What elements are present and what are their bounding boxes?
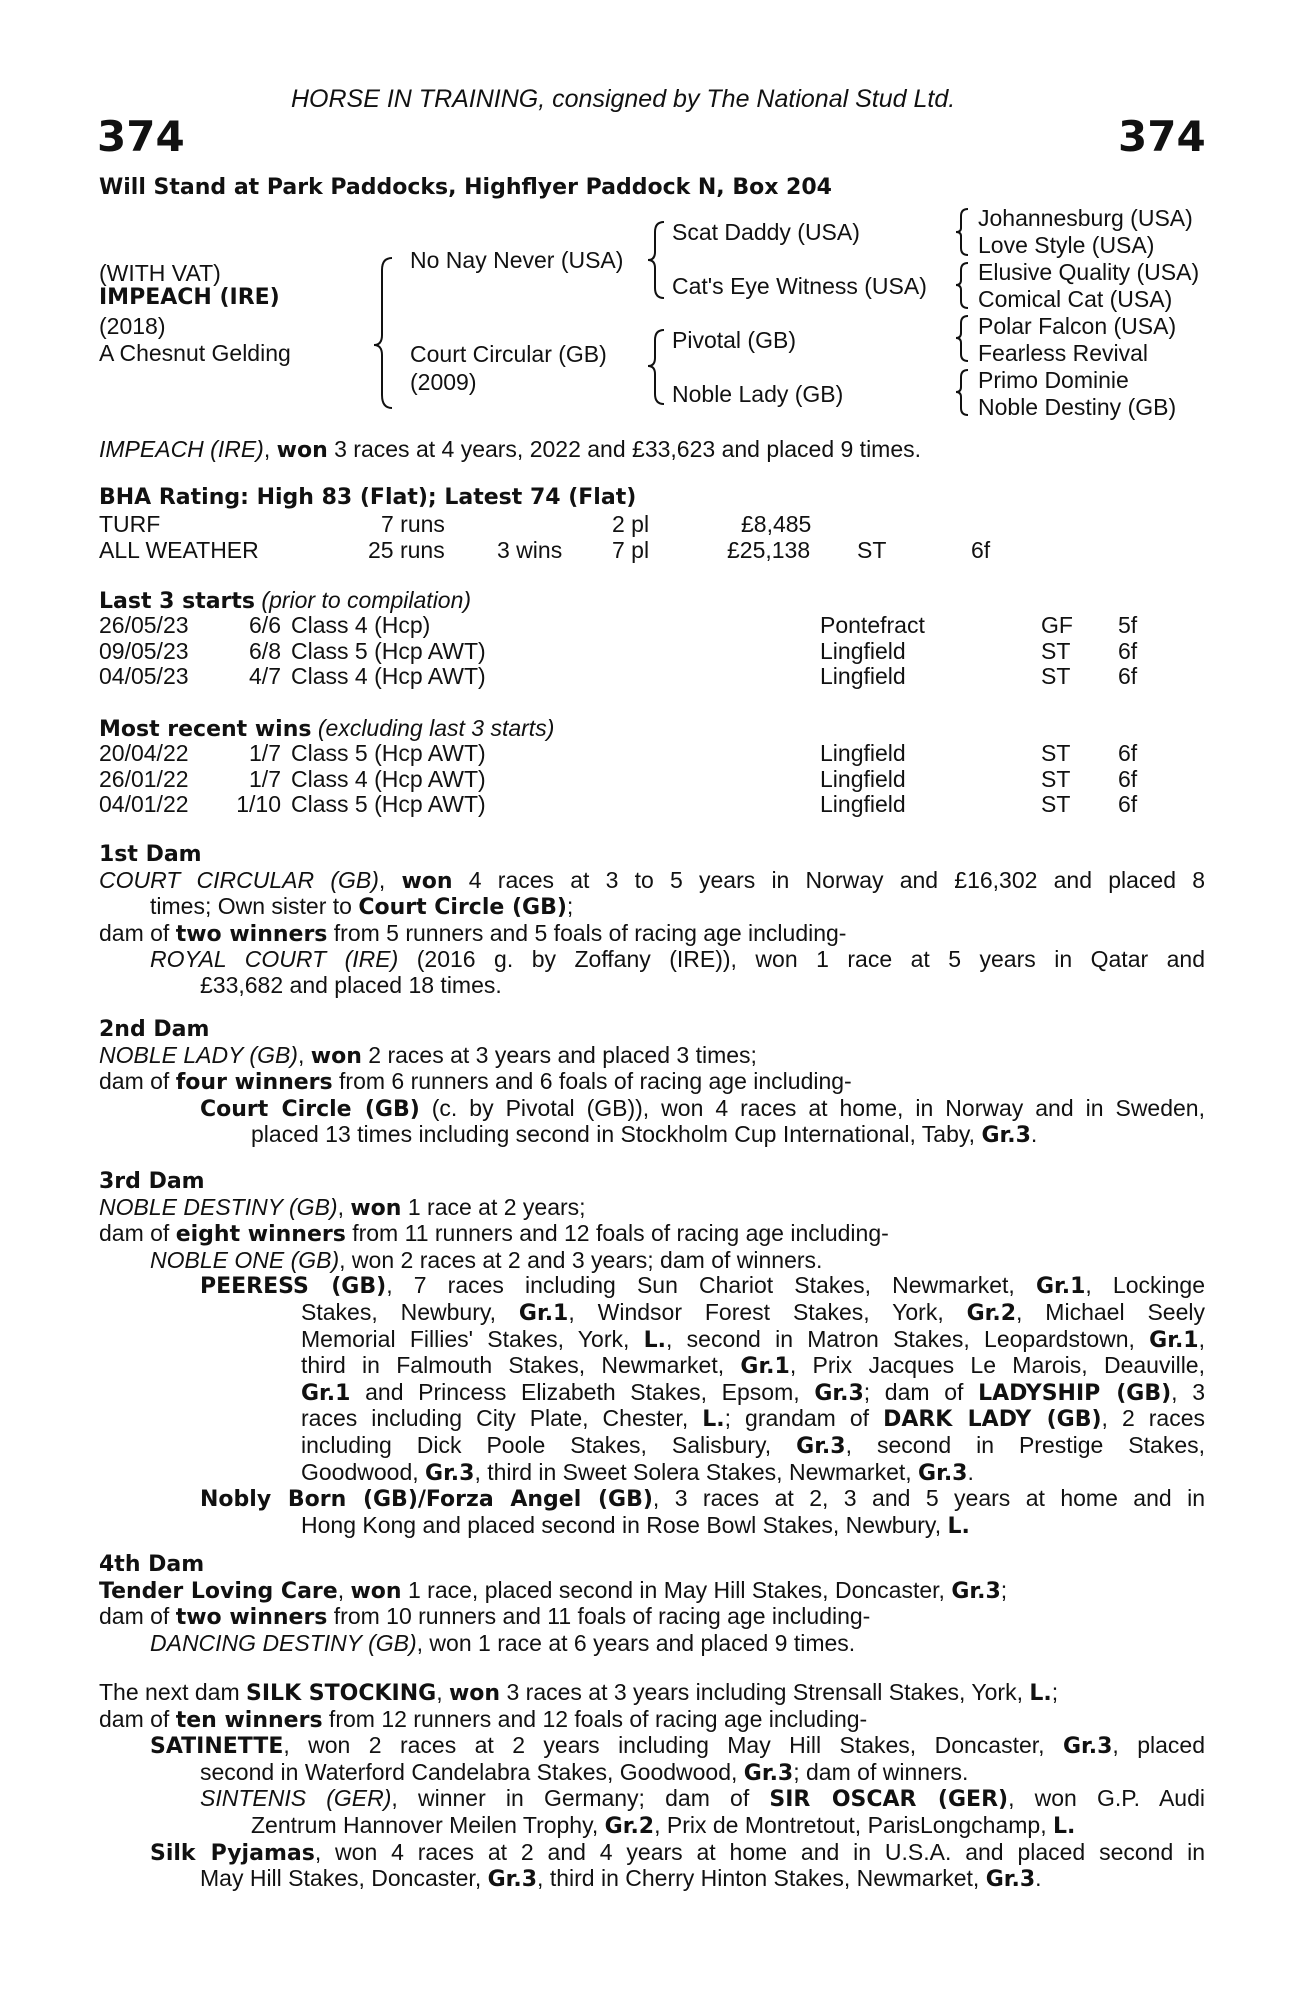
aw-label: ALL WEATHER — [99, 537, 259, 563]
turf-runs: 7 runs — [381, 511, 445, 537]
text-line: including Dick Poole Stakes, Salisbury, Gr.3, second in Prestige Stakes, — [301, 1431, 1205, 1459]
ggs-1: Johannesburg (USA) — [978, 205, 1193, 231]
third-dam-section — [99, 1169, 1205, 1539]
race-distance: 6f — [1118, 765, 1138, 792]
race-date: 20/04/22 — [99, 740, 189, 766]
race-position: 1/10 — [236, 791, 281, 817]
race-date: 09/05/23 — [99, 637, 189, 664]
dam-name: Court Circular (GB) — [410, 341, 607, 367]
race-position: 1/7 — [249, 740, 281, 766]
text-line: times; Own sister to Court Circle (GB); — [150, 893, 574, 921]
race-distance: 6f — [1118, 663, 1138, 689]
text-line: NOBLE DESTINY (GB), won 1 race at 2 years; — [99, 1193, 586, 1221]
text-line: Gr.1 and Princess Elizabeth Stakes, Epsom, Gr.3; dam of LADYSHIP (GB), 3 — [301, 1378, 1206, 1406]
race-course: Pontefract — [820, 612, 925, 638]
text-line: dam of eight winners from 11 runners and 12 foals of racing age including- — [99, 1220, 889, 1248]
race-going: ST — [1041, 765, 1071, 792]
race-date: 04/01/22 — [99, 791, 189, 817]
race-class: Class 4 (Hcp AWT) — [291, 765, 486, 792]
text-line: placed 13 times including second in Stockholm Cup International, Taby, Gr.3. — [251, 1121, 1038, 1149]
text-line: dam of ten winners from 12 runners and 12 foals of racing age including- — [99, 1705, 868, 1733]
race-going: ST — [1041, 663, 1071, 689]
text-line: Stakes, Newbury, Gr.1, Windsor Forest Stakes, York, Gr.2, Michael Seely — [301, 1298, 1205, 1326]
lot-number-left: 374 — [97, 112, 185, 161]
text-line: dam of two winners from 5 runners and 5 foals of racing age including- — [99, 919, 847, 947]
race-course: Lingfield — [820, 637, 906, 664]
aw-going: ST — [857, 537, 887, 563]
text-line: second in Waterford Candelabra Stakes, Goodwood, Gr.3; dam of winners. — [200, 1758, 969, 1786]
turf-placed: 2 pl — [612, 511, 650, 537]
race-class: Class 5 (Hcp AWT) — [291, 740, 486, 766]
recent-wins-heading: Most recent wins (excluding last 3 starts) — [99, 715, 555, 742]
first-dam-section — [99, 842, 1205, 999]
text-line: SINTENIS (GER), winner in Germany; dam of SIR OSCAR (GER), won G.P. Audi — [200, 1785, 1205, 1813]
race-position: 6/6 — [249, 612, 281, 638]
bha-rating: BHA Rating: High 83 (Flat); Latest 74 (Flat) — [99, 485, 637, 510]
text-line: Nobly Born (GB)/Forza Angel (GB), 3 races at 2, 3 and 5 years at home and in — [200, 1485, 1205, 1513]
race-course: Lingfield — [820, 765, 906, 792]
turf-prize: £8,485 — [741, 511, 812, 537]
race-distance: 6f — [1118, 791, 1138, 817]
race-position: 6/8 — [249, 637, 281, 664]
aw-dist: 6f — [971, 537, 991, 563]
race-going: ST — [1041, 791, 1071, 817]
section-heading: 4th Dam — [99, 1552, 205, 1577]
horse-name: IMPEACH (IRE) — [99, 285, 280, 310]
dam-year: (2009) — [410, 369, 477, 395]
turf-label: TURF — [99, 511, 161, 537]
race-distance: 6f — [1118, 637, 1138, 664]
ggs-3: Elusive Quality (USA) — [978, 259, 1200, 285]
text-line: SATINETTE, won 2 races at 2 years including May Hill Stakes, Doncaster, Gr.3, placed — [150, 1732, 1206, 1760]
last-starts-heading: Last 3 starts (prior to compilation) — [99, 587, 472, 614]
section-heading: 2nd Dam — [99, 1017, 210, 1042]
ggs-5: Polar Falcon (USA) — [978, 313, 1177, 339]
text-line: The next dam SILK STOCKING, won 3 races at 3 years including Strensall Stakes, York, L.; — [99, 1679, 1059, 1706]
text-line: £33,682 and placed 18 times. — [200, 971, 502, 998]
next-dam-section — [99, 1680, 1205, 1893]
aw-prize: £25,138 — [727, 537, 811, 563]
aw-wins: 3 wins — [497, 537, 563, 563]
text-line: ROYAL COURT (IRE) (2016 g. by Zoffany (IRE)), won 1 race at 5 years in Qatar and — [150, 946, 1205, 973]
text-line: dam of four winners from 6 runners and 6 foals of racing age including- — [99, 1068, 852, 1096]
race-summary: IMPEACH (IRE), won 3 races at 4 years, 2022 and £33,623 and placed 9 times. — [99, 436, 922, 463]
race-position: 4/7 — [249, 663, 281, 689]
race-class: Class 4 (Hcp) — [291, 612, 431, 638]
race-going: ST — [1041, 740, 1071, 766]
race-distance: 6f — [1118, 740, 1138, 766]
race-date: 04/05/23 — [99, 663, 189, 689]
second-dam-section — [99, 1017, 1205, 1149]
fourth-dam-section — [99, 1552, 1205, 1656]
dam-sire: Pivotal (GB) — [672, 327, 796, 353]
location-line: Will Stand at Park Paddocks, Highflyer Paddock N, Box 204 — [99, 175, 832, 200]
race-course: Lingfield — [820, 663, 906, 689]
text-line: NOBLE LADY (GB), won 2 races at 3 years and placed 3 times; — [99, 1041, 757, 1069]
text-line: Memorial Fillies' Stakes, York, L., second in Matron Stakes, Leopardstown, Gr.1, — [301, 1325, 1205, 1353]
race-class: Class 4 (Hcp AWT) — [291, 663, 486, 689]
ggs-6: Fearless Revival — [978, 340, 1148, 366]
text-line: third in Falmouth Stakes, Newmarket, Gr.1, Prix Jacques Le Marois, Deauville, — [301, 1352, 1205, 1380]
text-line: DANCING DESTINY (GB), won 1 race at 6 years and placed 9 times. — [150, 1629, 856, 1656]
sire-dam: Cat's Eye Witness (USA) — [672, 273, 927, 299]
text-line: Goodwood, Gr.3, third in Sweet Solera Stakes, Newmarket, Gr.3. — [301, 1458, 974, 1486]
ggs-7: Primo Dominie — [978, 367, 1129, 393]
ggs-4: Comical Cat (USA) — [978, 286, 1173, 312]
horse-year: (2018) — [99, 313, 166, 339]
text-line: Tender Loving Care, won 1 race, placed second in May Hill Stakes, Doncaster, Gr.3; — [99, 1576, 1008, 1604]
text-line: Court Circle (GB) (c. by Pivotal (GB)), won 4 races at home, in Norway and in Sweden, — [200, 1094, 1205, 1122]
race-class: Class 5 (Hcp AWT) — [291, 791, 486, 817]
horse-description: A Chesnut Gelding — [99, 340, 291, 366]
text-line: May Hill Stakes, Doncaster, Gr.3, third in Cherry Hinton Stakes, Newmarket, Gr.3. — [200, 1865, 1042, 1893]
dam-dam: Noble Lady (GB) — [672, 381, 844, 407]
text-line: Silk Pyjamas, won 4 races at 2 and 4 years at home and in U.S.A. and placed second in — [150, 1838, 1205, 1866]
sire-sire: Scat Daddy (USA) — [672, 219, 860, 245]
aw-placed: 7 pl — [612, 537, 650, 563]
race-going: ST — [1041, 637, 1071, 664]
race-distance: 5f — [1118, 612, 1138, 638]
text-line: PEERESS (GB), 7 races including Sun Chariot Stakes, Newmarket, Gr.1, Lockinge — [200, 1272, 1205, 1300]
sire-name: No Nay Never (USA) — [410, 247, 624, 273]
lot-number-right: 374 — [1118, 112, 1206, 161]
vat-label: (WITH VAT) — [99, 260, 221, 286]
text-line: NOBLE ONE (GB), won 2 races at 2 and 3 years; dam of winners. — [150, 1246, 823, 1273]
race-course: Lingfield — [820, 740, 906, 766]
aw-runs: 25 runs — [368, 537, 445, 563]
race-date: 26/01/22 — [99, 765, 189, 792]
text-line: Hong Kong and placed second in Rose Bowl Stakes, Newbury, L. — [301, 1511, 970, 1539]
section-heading: 1st Dam — [99, 842, 202, 867]
ggs-2: Love Style (USA) — [978, 232, 1155, 258]
section-heading: 3rd Dam — [99, 1169, 205, 1194]
text-line: Zentrum Hannover Meilen Trophy, Gr.2, Prix de Montretout, ParisLongchamp, L. — [251, 1811, 1076, 1839]
text-line: dam of two winners from 10 runners and 11 foals of racing age including- — [99, 1603, 871, 1631]
ggs-8: Noble Destiny (GB) — [978, 394, 1177, 420]
race-going: GF — [1041, 612, 1073, 638]
race-date: 26/05/23 — [99, 612, 189, 638]
race-course: Lingfield — [820, 791, 906, 817]
consignment-line: HORSE IN TRAINING, consigned by The National Stud Ltd. — [291, 85, 956, 113]
race-class: Class 5 (Hcp AWT) — [291, 637, 486, 664]
race-position: 1/7 — [249, 765, 281, 792]
text-line: COURT CIRCULAR (GB), won 4 races at 3 to 5 years in Norway and £16,302 and placed 8 — [99, 866, 1205, 894]
text-line: races including City Plate, Chester, L.; grandam of DARK LADY (GB), 2 races — [301, 1405, 1206, 1433]
